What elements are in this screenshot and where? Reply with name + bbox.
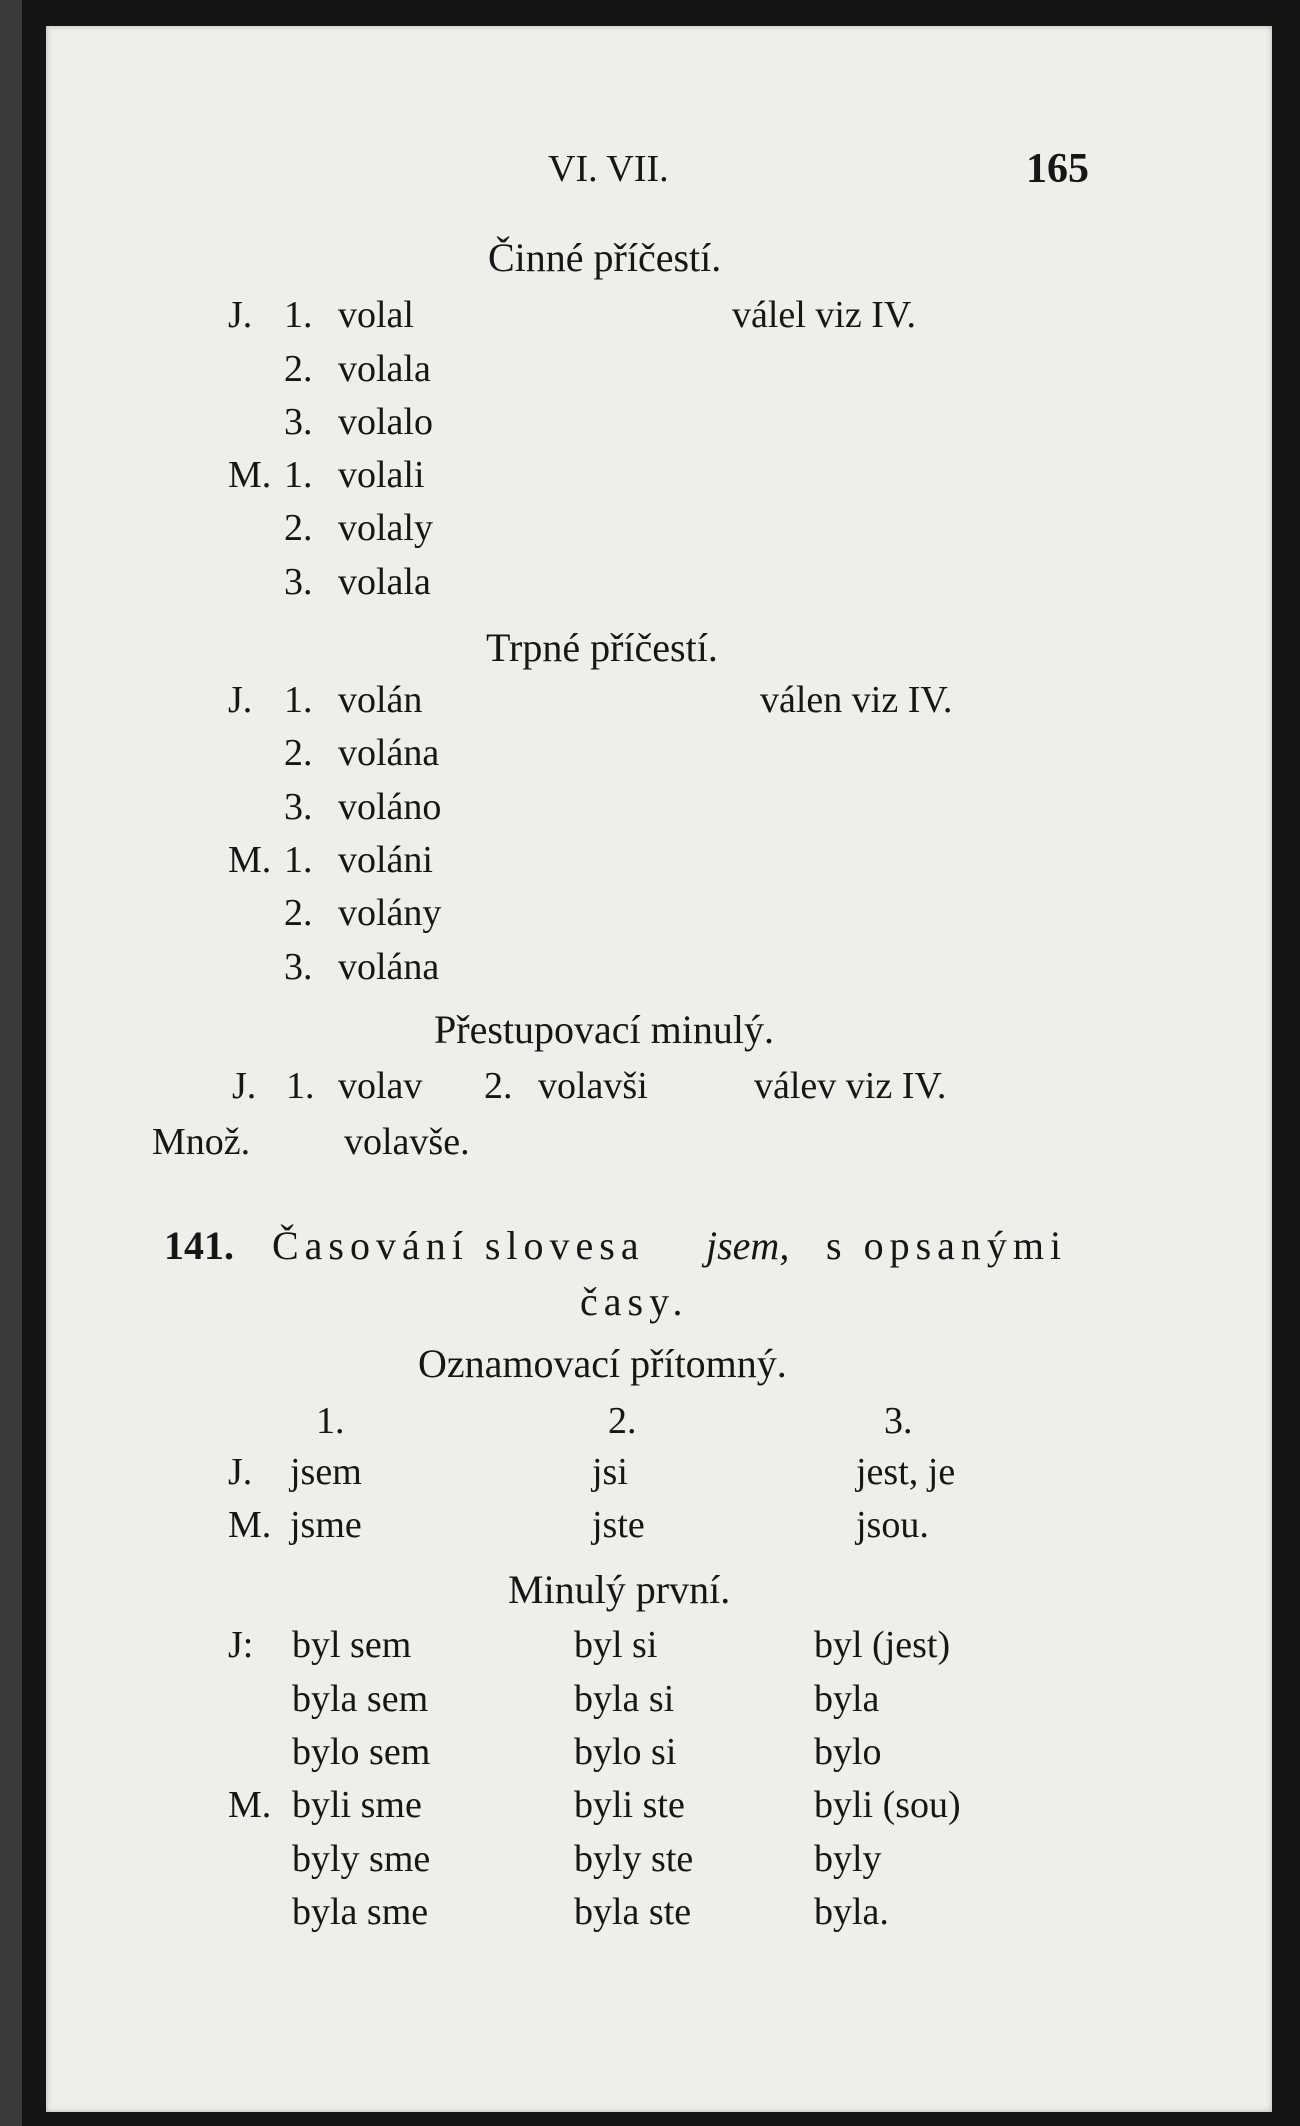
section-title: Časování slovesa	[272, 1223, 645, 1268]
heading-past-first: Minulý první.	[508, 1567, 731, 1612]
verb-form: byl (jest)	[814, 1624, 951, 1666]
verb-form: volány	[338, 892, 442, 934]
heading-passive-participle: Trpné příčestí.	[486, 625, 718, 670]
verb-form: voláno	[338, 786, 442, 828]
verb-form: byla.	[814, 1891, 889, 1933]
verb-form: byla sem	[292, 1678, 429, 1720]
heading-transgressive-past: Přestupovací minulý.	[434, 1007, 774, 1052]
running-header: VI. VII.	[548, 148, 669, 190]
verb-form: volala	[338, 348, 431, 390]
verb-form: volav	[338, 1065, 423, 1107]
person-label: 3.	[284, 946, 313, 988]
section-title: s opsanými	[826, 1223, 1068, 1268]
person-label: 1.	[284, 679, 313, 721]
number-label: J.	[232, 1065, 257, 1107]
number-label: J.	[228, 294, 253, 336]
verb-form: volána	[338, 946, 440, 988]
verb-form: volavše.	[344, 1121, 470, 1163]
person-label: 3.	[284, 561, 313, 603]
page-number: 165	[1026, 146, 1089, 192]
section-title-word: jsem,	[706, 1223, 790, 1268]
number-label: J.	[228, 679, 253, 721]
person-label: 1.	[284, 839, 313, 881]
verb-form: voláni	[338, 839, 433, 881]
verb-form: volaly	[338, 507, 433, 549]
verb-form: volali	[338, 454, 425, 496]
heading-present: Oznamovací přítomný.	[418, 1341, 787, 1386]
number-label: Množ.	[152, 1121, 251, 1163]
column-header: 3.	[884, 1400, 913, 1442]
heading-active-participle: Činné příčestí.	[488, 235, 722, 280]
verb-form: bylo sem	[292, 1731, 431, 1773]
person-label: 1.	[284, 294, 313, 336]
number-label: M.	[228, 1784, 272, 1826]
verb-form: bylo si	[574, 1731, 677, 1773]
verb-form: volala	[338, 561, 431, 603]
verb-form: byly sme	[292, 1838, 431, 1880]
verb-form: byly	[814, 1838, 882, 1880]
verb-form: volal	[338, 294, 414, 336]
verb-form: volán	[338, 679, 423, 721]
person-label: 1.	[286, 1065, 315, 1107]
person-label: 2.	[284, 892, 313, 934]
verb-form: volána	[338, 732, 440, 774]
cross-reference: válel viz IV.	[732, 294, 916, 336]
page-edge	[0, 0, 22, 2126]
verb-form: jsou.	[856, 1504, 929, 1546]
column-header: 2.	[608, 1400, 637, 1442]
verb-form: byli (sou)	[814, 1784, 961, 1826]
cross-reference: válen viz IV.	[760, 679, 953, 721]
person-label: 2.	[284, 507, 313, 549]
person-label: 3.	[284, 786, 313, 828]
verb-form: byli ste	[574, 1784, 685, 1826]
number-label: M.	[228, 839, 272, 881]
section-number: 141.	[164, 1223, 234, 1268]
column-header: 1.	[316, 1400, 345, 1442]
person-label: 1.	[284, 454, 313, 496]
number-label: M.	[228, 1504, 272, 1546]
verb-form: jste	[592, 1504, 645, 1546]
verb-form: byli sme	[292, 1784, 422, 1826]
section-title: časy.	[580, 1279, 689, 1324]
verb-form: jest, je	[856, 1451, 956, 1493]
verb-form: volavši	[538, 1065, 648, 1107]
verb-form: jsme	[290, 1504, 362, 1546]
person-label: 2.	[284, 732, 313, 774]
verb-form: byla sme	[292, 1891, 429, 1933]
verb-form: byl si	[574, 1624, 658, 1666]
verb-form: byla ste	[574, 1891, 692, 1933]
verb-form: volalo	[338, 401, 433, 443]
verb-form: byla si	[574, 1678, 675, 1720]
verb-form: byl sem	[292, 1624, 412, 1666]
verb-form: jsem	[290, 1451, 362, 1493]
cross-reference: válev viz IV.	[754, 1065, 947, 1107]
person-label: 2.	[484, 1065, 513, 1107]
number-label: J:	[228, 1624, 254, 1666]
number-label: M.	[228, 454, 272, 496]
verb-form: byly ste	[574, 1838, 694, 1880]
verb-form: bylo	[814, 1731, 882, 1773]
verb-form: byla	[814, 1678, 880, 1720]
verb-form: jsi	[592, 1451, 628, 1493]
number-label: J.	[228, 1451, 253, 1493]
person-label: 2.	[284, 348, 313, 390]
person-label: 3.	[284, 401, 313, 443]
